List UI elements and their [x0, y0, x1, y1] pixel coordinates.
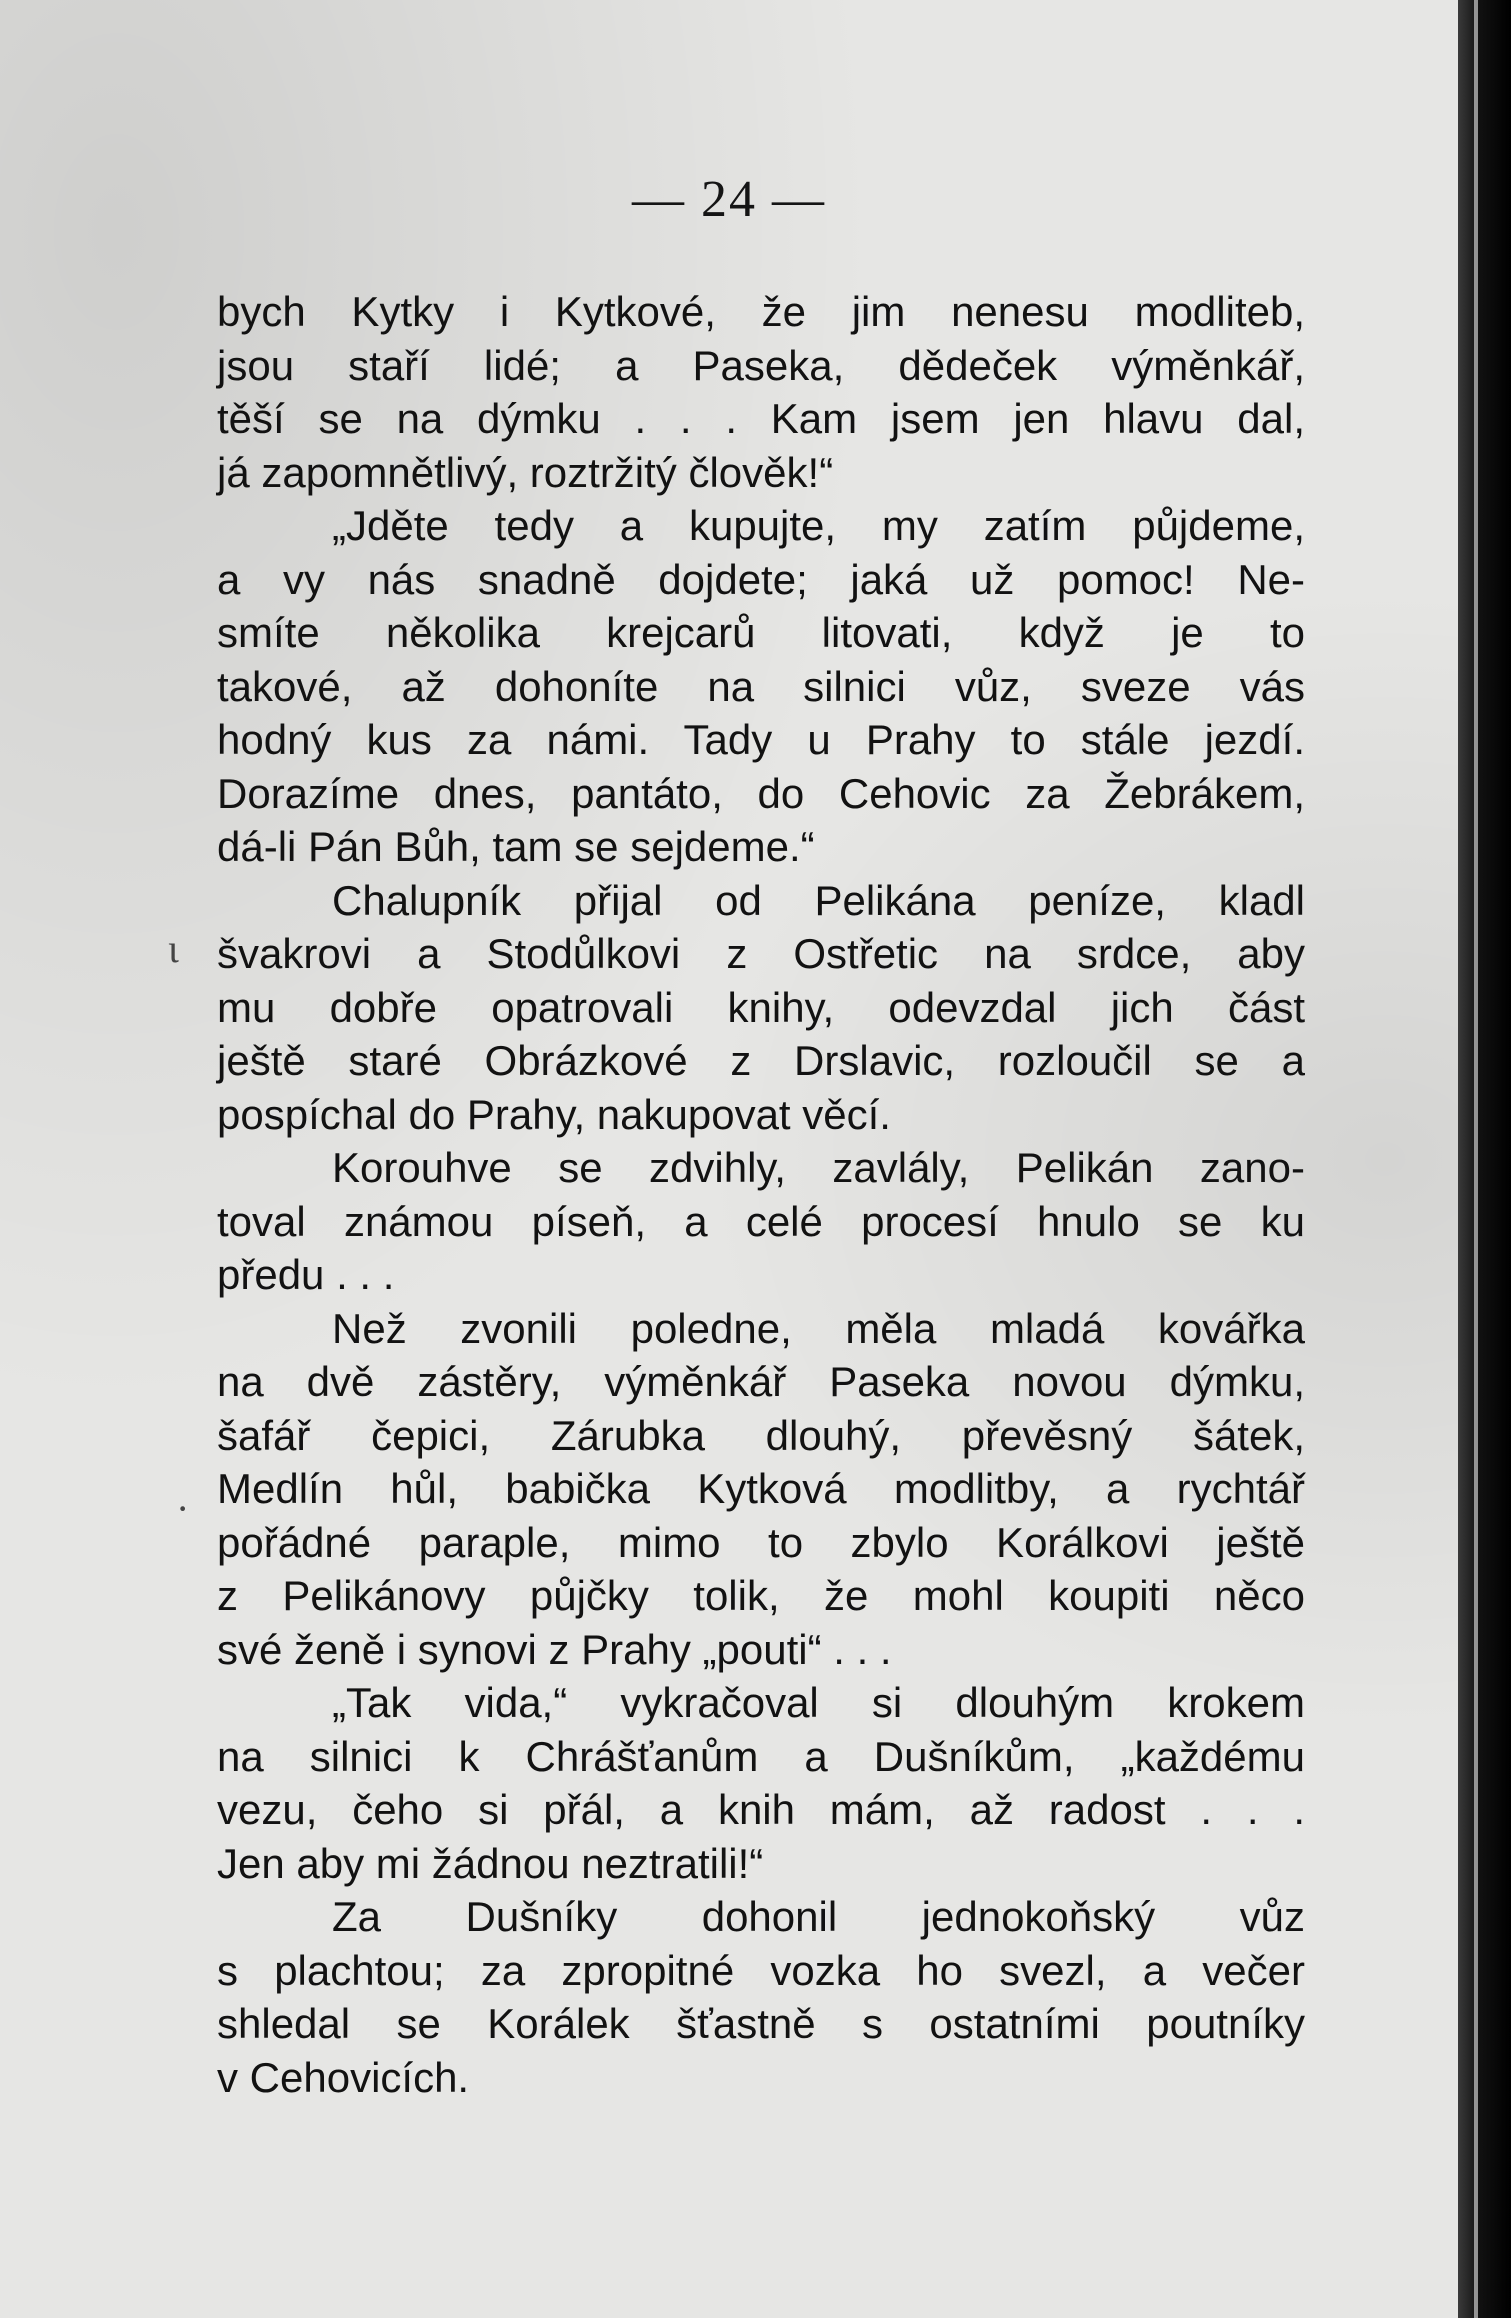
text-line: vezu, čeho si přál, a knih mám, až radost . . .	[217, 1786, 1305, 1833]
text-line: pořádné paraple, mimo to zbylo Korálkovi ještě	[217, 1518, 1305, 1566]
text-line: šafář čepici, Zárubka dlouhý, převěsný šátek,	[217, 1411, 1305, 1459]
text-line: v Cehovicích.	[217, 2053, 470, 2101]
text-line: s plachtou; za zpropitné vozka ho svezl, a večer	[217, 1946, 1305, 1994]
body-text	[217, 285, 1305, 2104]
text-line: na silnici k Chrášťanům a Dušníkům, „každému	[217, 1732, 1305, 1780]
margin-speck: ·	[176, 1486, 190, 1531]
text-line: shledal se Korálek šťastně s ostatními poutníky	[217, 2000, 1305, 2047]
margin-speck: ι	[168, 926, 179, 971]
text-line: pospíchal do Prahy, nakupovat věcí.	[217, 1090, 891, 1138]
text-line: hodný kus za námi. Tady u Prahy to stále jezdí.	[217, 716, 1305, 763]
text-line: Korouhve se zdvihly, zavlály, Pelikán zano-	[332, 1144, 1305, 1191]
text-line: Chalupník přijal od Pelikána peníze, kladl	[332, 876, 1305, 924]
text-line: ještě staré Obrázkové z Drslavic, rozloučil se a	[217, 1037, 1305, 1084]
text-line: Jen aby mi žádnou neztratili!“	[217, 1839, 764, 1887]
text-line: smíte několika krejcarů litovati, když je to	[217, 609, 1305, 656]
text-line: z Pelikánovy půjčky tolik, že mohl koupiti něco	[217, 1572, 1305, 1619]
text-line: „Jděte tedy a kupujte, my zatím půjdeme,	[332, 502, 1305, 549]
text-line: na dvě zástěry, výměnkář Paseka novou dýmku,	[217, 1358, 1305, 1405]
text-line: své ženě i synovi z Prahy „pouti“ . . .	[217, 1625, 892, 1673]
text-line: Dorazíme dnes, pantáto, do Cehovic za Žebrákem,	[217, 769, 1305, 817]
text-line: Než zvonili poledne, měla mladá kovářka	[332, 1304, 1305, 1352]
text-line: mu dobře opatrovali knihy, odevzdal jich část	[217, 983, 1305, 1031]
text-line: těší se na dýmku . . . Kam jsem jen hlavu dal,	[217, 395, 1305, 442]
text-line: dá-li Pán Bůh, tam se sejdeme.“	[217, 823, 815, 870]
text-line: toval známou píseň, a celé procesí hnulo se ku	[217, 1197, 1305, 1245]
text-line: jsou staří lidé; a Paseka, dědeček výměnkář,	[217, 341, 1305, 389]
text-line: švakrovi a Stodůlkovi z Ostřetic na srdce, aby	[217, 930, 1305, 977]
page-edge-line	[1474, 0, 1478, 2318]
text-line: a vy nás snadně dojdete; jaká už pomoc! Ne-	[217, 555, 1305, 603]
text-line: takové, až dohoníte na silnici vůz, sveze vás	[217, 662, 1305, 710]
text-line: Medlín hůl, babička Kytková modlitby, a rychtář	[217, 1465, 1305, 1512]
text-line: předu . . .	[217, 1251, 395, 1298]
page-number: — 24 —	[632, 171, 826, 228]
text-line: bych Kytky i Kytkové, že jim nenesu modliteb,	[217, 288, 1305, 335]
text-line: Za Dušníky dohonil jednokoňský vůz	[332, 1893, 1305, 1940]
text-line: já zapomnětlivý, roztržitý člověk!“	[217, 448, 834, 496]
page-edge-shadow	[1458, 0, 1511, 2318]
text-line: „Tak vida,“ vykračoval si dlouhým krokem	[332, 1679, 1305, 1726]
